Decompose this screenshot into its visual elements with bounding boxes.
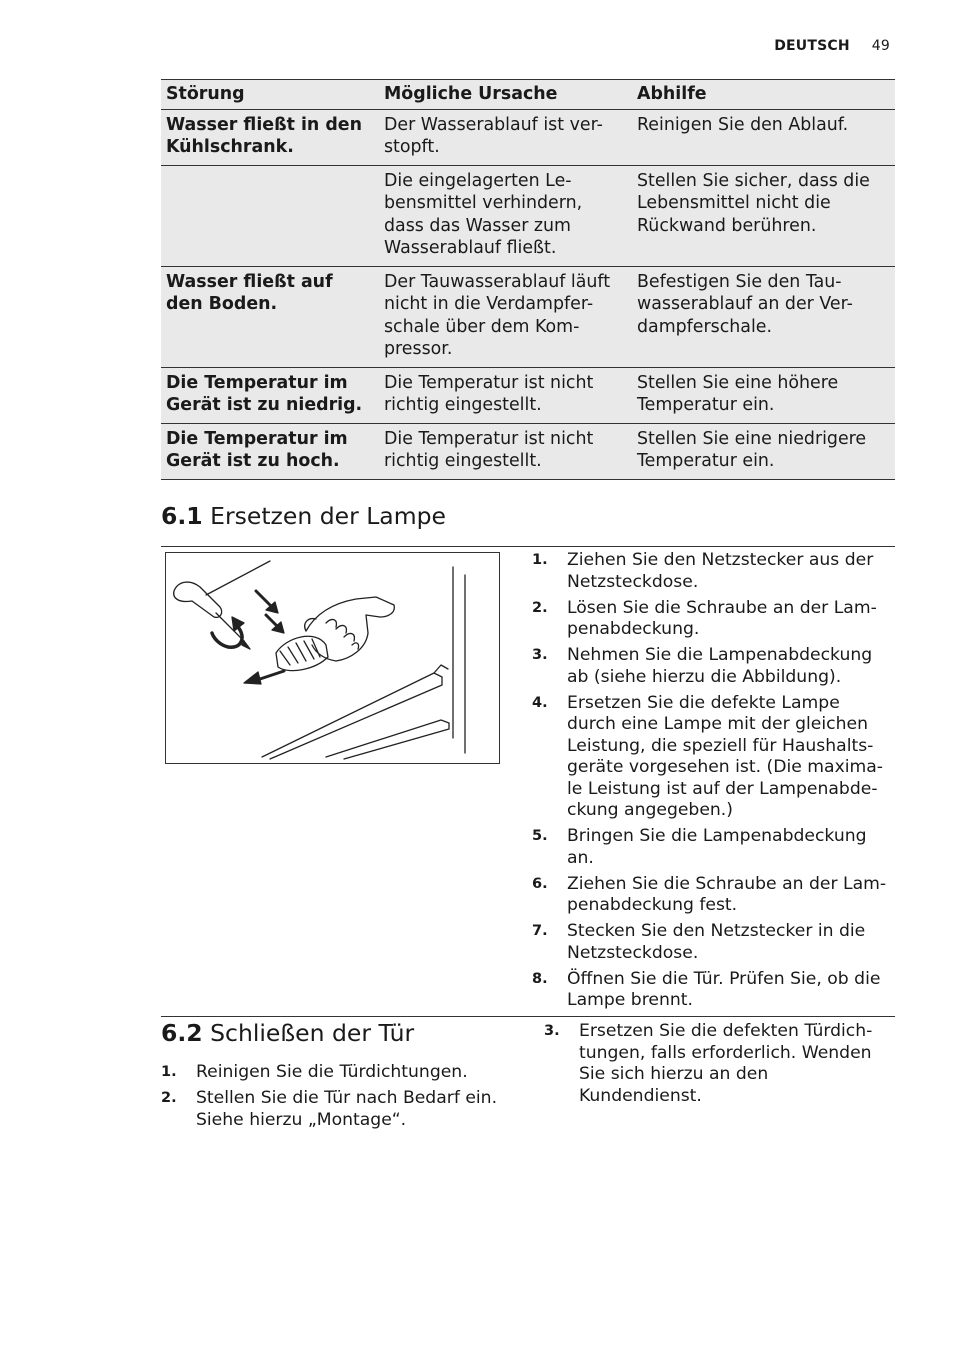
table-row: [161, 165, 895, 266]
list-item: [532, 826, 892, 869]
step-number: 1.: [161, 1064, 177, 1080]
list-item: [161, 1062, 506, 1084]
section-divider: [161, 1016, 895, 1017]
door-steps-list-left: [161, 1062, 506, 1136]
door-steps-list-right: [544, 1021, 896, 1112]
step-number: 8.: [532, 970, 548, 987]
step-number: 4.: [532, 694, 548, 711]
section-number: 6.1: [161, 502, 203, 530]
step-number: 3.: [532, 647, 548, 663]
step-number: 5.: [532, 828, 548, 844]
problem-cell: Die Temperatur im Gerät ist zu niedrig.: [161, 367, 379, 423]
column-header-cause: Mögliche Ursache: [379, 80, 632, 110]
list-item: [532, 598, 892, 641]
section-divider: [161, 546, 895, 547]
step-text: Ersetzen Sie die defekten Türdich-tungen, falls erforderlich. Wenden Sie sich hierzu an den Kundendienst.: [579, 1021, 873, 1106]
step-number: 7.: [532, 923, 548, 939]
problem-cell: [161, 165, 379, 266]
cause-cell: Die Temperatur ist nicht richtig eingestellt.: [379, 423, 632, 479]
header-language: DEUTSCH: [774, 38, 850, 54]
step-text: Reinigen Sie die Türdichtungen.: [196, 1062, 468, 1082]
list-item: [532, 693, 892, 822]
remedy-cell: Befestigen Sie den Tau-wasserablauf an der Ver-dampferschale.: [632, 266, 895, 367]
step-number: 6.: [532, 875, 548, 892]
troubleshooting-table: [161, 79, 895, 480]
problem-cell: Wasser fließt in den Kühlschrank.: [161, 109, 379, 165]
list-item: [161, 1088, 506, 1131]
remedy-cell: Stellen Sie eine niedrigere Temperatur ein.: [632, 423, 895, 479]
section-title: Schließen der Tür: [210, 1019, 415, 1047]
section-title: Ersetzen der Lampe: [210, 502, 446, 530]
step-text: Stellen Sie die Tür nach Bedarf ein. Siehe hierzu „Montage“.: [196, 1088, 498, 1130]
list-item: [532, 874, 892, 917]
column-header-remedy: Abhilfe: [632, 80, 895, 110]
table-row: [161, 109, 895, 165]
cause-cell: Der Wasserablauf ist ver-stopft.: [379, 109, 632, 165]
list-item: [532, 969, 892, 1012]
column-header-problem: Störung: [161, 80, 379, 110]
problem-cell: Die Temperatur im Gerät ist zu hoch.: [161, 423, 379, 479]
step-number: 1.: [532, 552, 548, 568]
lamp-cover-illustration-icon: [166, 553, 499, 763]
step-text: Ersetzen Sie die defekte Lampe durch eine Lampe mit der gleichen Leistung, die speziell für Haushalts-geräte vorgesehen ist. (Die maxima-le Leistung ist auf der Lampenabde-ckung angegeben.): [567, 692, 883, 820]
step-text: Bringen Sie die Lampenabdeckung an.: [567, 826, 867, 868]
remedy-cell: Reinigen Sie den Ablauf.: [632, 109, 895, 165]
cause-cell: Die eingelagerten Le-bensmittel verhindern, dass das Wasser zum Wasserablauf fließt.: [379, 165, 632, 266]
problem-cell: Wasser fließt auf den Boden.: [161, 266, 379, 367]
section-number: 6.2: [161, 1019, 203, 1047]
page-number: 49: [871, 38, 890, 54]
lamp-cover-replacement-illustration: [165, 552, 500, 764]
section-heading-6-1: [161, 502, 446, 530]
list-item: [532, 921, 892, 964]
step-text: Ziehen Sie die Schraube an der Lam-penabdeckung fest.: [567, 873, 887, 915]
step-number: 3.: [544, 1023, 560, 1039]
step-text: Öffnen Sie die Tür. Prüfen Sie, ob die Lampe brennt.: [567, 968, 881, 1010]
list-item: [532, 645, 892, 688]
remedy-cell: Stellen Sie sicher, dass die Lebensmittel nicht die Rückwand berühren.: [632, 165, 895, 266]
page-header: [774, 38, 890, 54]
table-header-row: [161, 80, 895, 110]
step-text: Stecken Sie den Netzstecker in die Netzsteckdose.: [567, 921, 866, 963]
cause-cell: Der Tauwasserablauf läuft nicht in die Verdampfer-schale über dem Kom-pressor.: [379, 266, 632, 367]
step-text: Lösen Sie die Schraube an der Lam-penabdeckung.: [567, 597, 877, 639]
lamp-steps-list: [532, 550, 892, 1016]
list-item: [532, 550, 892, 593]
section-heading-6-2: [161, 1019, 414, 1047]
cause-cell: Die Temperatur ist nicht richtig eingestellt.: [379, 367, 632, 423]
step-text: Nehmen Sie die Lampenabdeckung ab (siehe hierzu die Abbildung).: [567, 645, 873, 687]
step-number: 2.: [532, 599, 548, 616]
table-row: [161, 367, 895, 423]
list-item: [544, 1021, 896, 1107]
step-number: 2.: [161, 1090, 177, 1106]
step-text: Ziehen Sie den Netzstecker aus der Netzsteckdose.: [567, 550, 874, 592]
remedy-cell: Stellen Sie eine höhere Temperatur ein.: [632, 367, 895, 423]
table-row: [161, 266, 895, 367]
table-row: [161, 423, 895, 479]
